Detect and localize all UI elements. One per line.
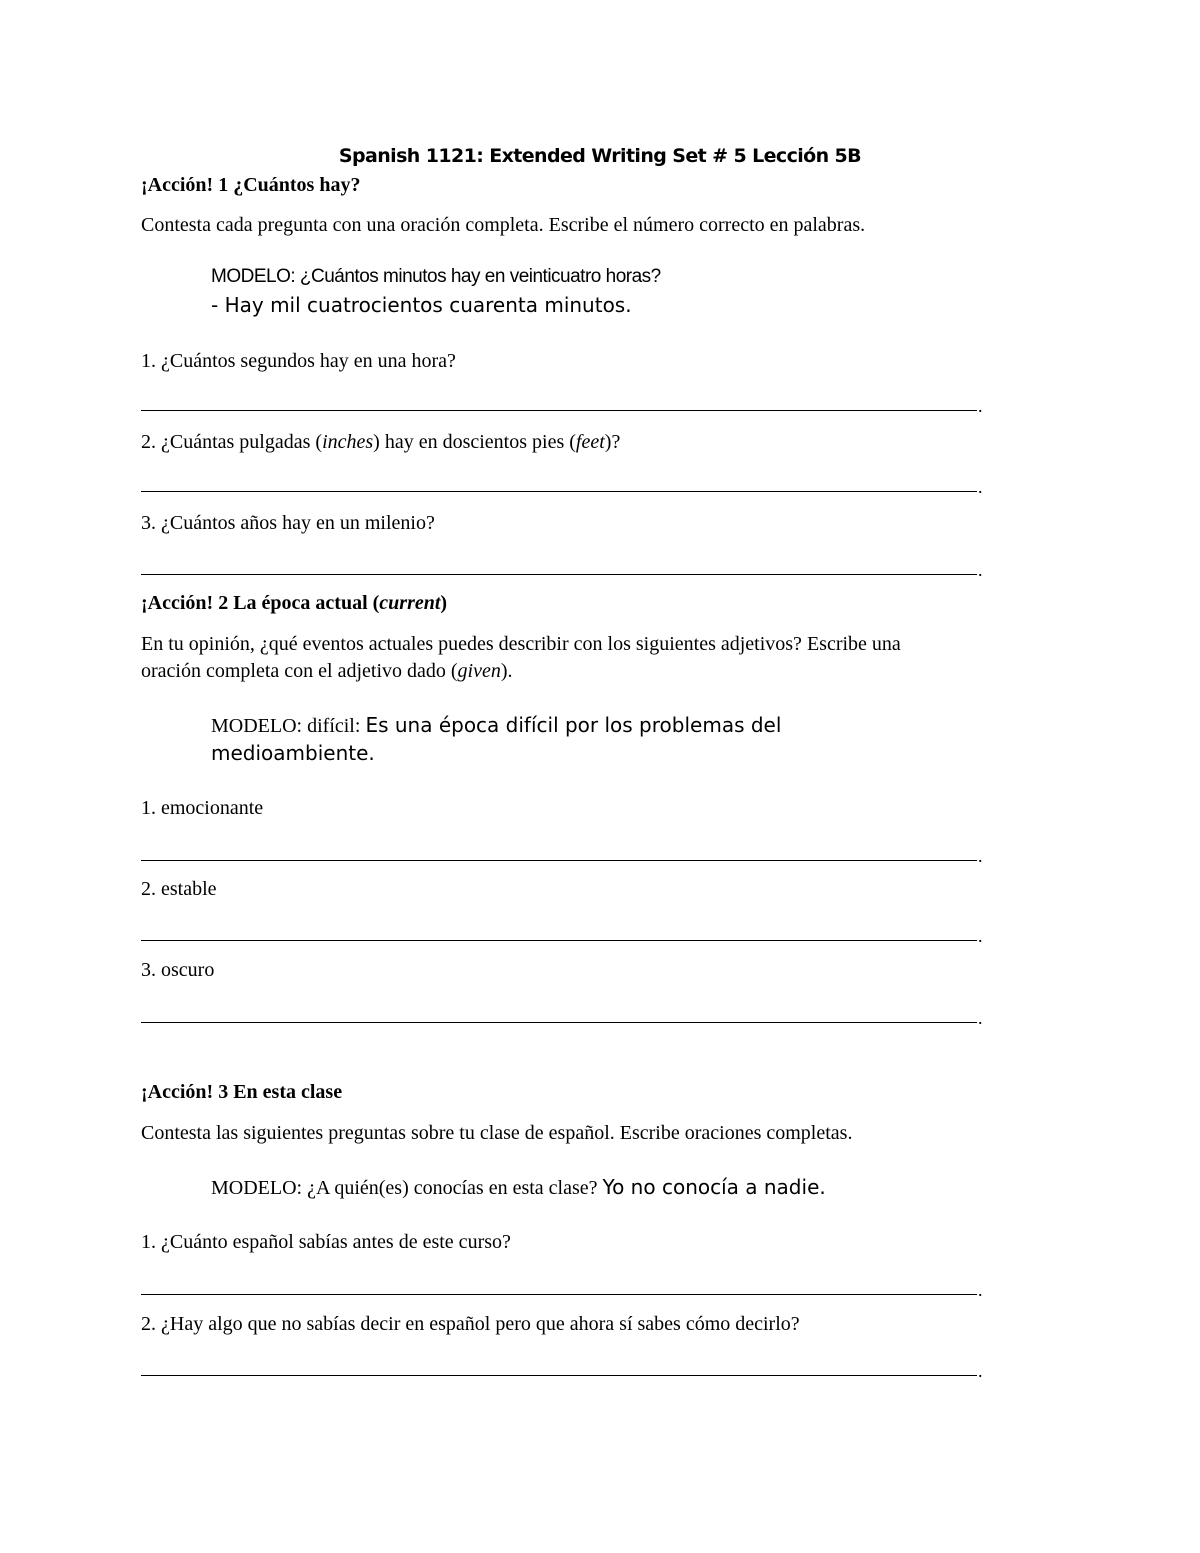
answer-line[interactable]: [141, 491, 977, 492]
section-2-model: [211, 713, 781, 738]
section-1-question-2: 2. ¿Cuántas pulgadas (inches) hay en doscientos pies (feet)?: [141, 431, 621, 453]
section-3-question-2: 2. ¿Hay algo que no sabías decir en español pero que ahora sí sabes cómo decirlo?: [141, 1313, 800, 1335]
section-2-model-answer: Es una época difícil por los problemas del: [365, 713, 782, 737]
answer-line-period: .: [978, 560, 983, 580]
answer-line[interactable]: [141, 1022, 977, 1023]
section-3-heading: ¡Acción! 3 En esta clase: [141, 1081, 343, 1103]
section-3-model-label: MODELO: ¿A quién(es) conocías en esta clase?: [211, 1177, 603, 1199]
section-3-question-1: 1. ¿Cuánto español sabías antes de este curso?: [141, 1231, 511, 1253]
answer-line-period: .: [978, 926, 983, 946]
section-2-instruction-line-1: En tu opinión, ¿qué eventos actuales puedes describir con los siguientes adjetivos? Escribe una: [141, 633, 901, 655]
answer-line-period: .: [978, 846, 983, 866]
section-3-model-answer: Yo no conocía a nadie.: [602, 1175, 826, 1199]
section-2-model-label: MODELO: difícil:: [211, 715, 366, 737]
section-3-model: [211, 1175, 826, 1200]
answer-line[interactable]: [141, 1294, 977, 1295]
section-2-heading: ¡Acción! 2 La época actual (current): [141, 592, 448, 614]
section-1-question-1: 1. ¿Cuántos segundos hay en una hora?: [141, 350, 456, 372]
section-2-instruction-line-2: oración completa con el adjetivo dado (given).: [141, 660, 513, 682]
answer-line-period: .: [978, 1361, 983, 1381]
section-1-question-3: 3. ¿Cuántos años hay en un milenio?: [141, 512, 435, 534]
answer-line[interactable]: [141, 1375, 977, 1376]
answer-line[interactable]: [141, 860, 977, 861]
answer-line[interactable]: [141, 940, 977, 941]
section-2-item-3: 3. oscuro: [141, 959, 215, 981]
section-3-instruction: Contesta las siguientes preguntas sobre tu clase de español. Escribe oraciones completas.: [141, 1122, 853, 1144]
section-1-model-answer: - Hay mil cuatrocientos cuarenta minutos.: [211, 293, 632, 317]
answer-line-period: .: [978, 1280, 983, 1300]
section-1-heading: ¡Acción! 1 ¿Cuántos hay?: [141, 174, 361, 196]
section-1-model-label: MODELO: ¿Cuántos minutos hay en veinticuatro horas?: [211, 266, 661, 287]
answer-line-period: .: [978, 477, 983, 497]
section-2-item-1: 1. emocionante: [141, 797, 264, 819]
section-2-item-2: 2. estable: [141, 878, 217, 900]
answer-line-period: .: [978, 396, 983, 416]
section-2-model-answer-cont: medioambiente.: [211, 741, 375, 765]
answer-line[interactable]: [141, 574, 977, 575]
answer-line-period: .: [978, 1008, 983, 1028]
page-title: Spanish 1121: Extended Writing Set # 5 Lección 5B: [338, 145, 862, 167]
section-1-instruction: Contesta cada pregunta con una oración completa. Escribe el número correcto en palabras.: [141, 214, 866, 236]
answer-line[interactable]: [141, 410, 977, 411]
